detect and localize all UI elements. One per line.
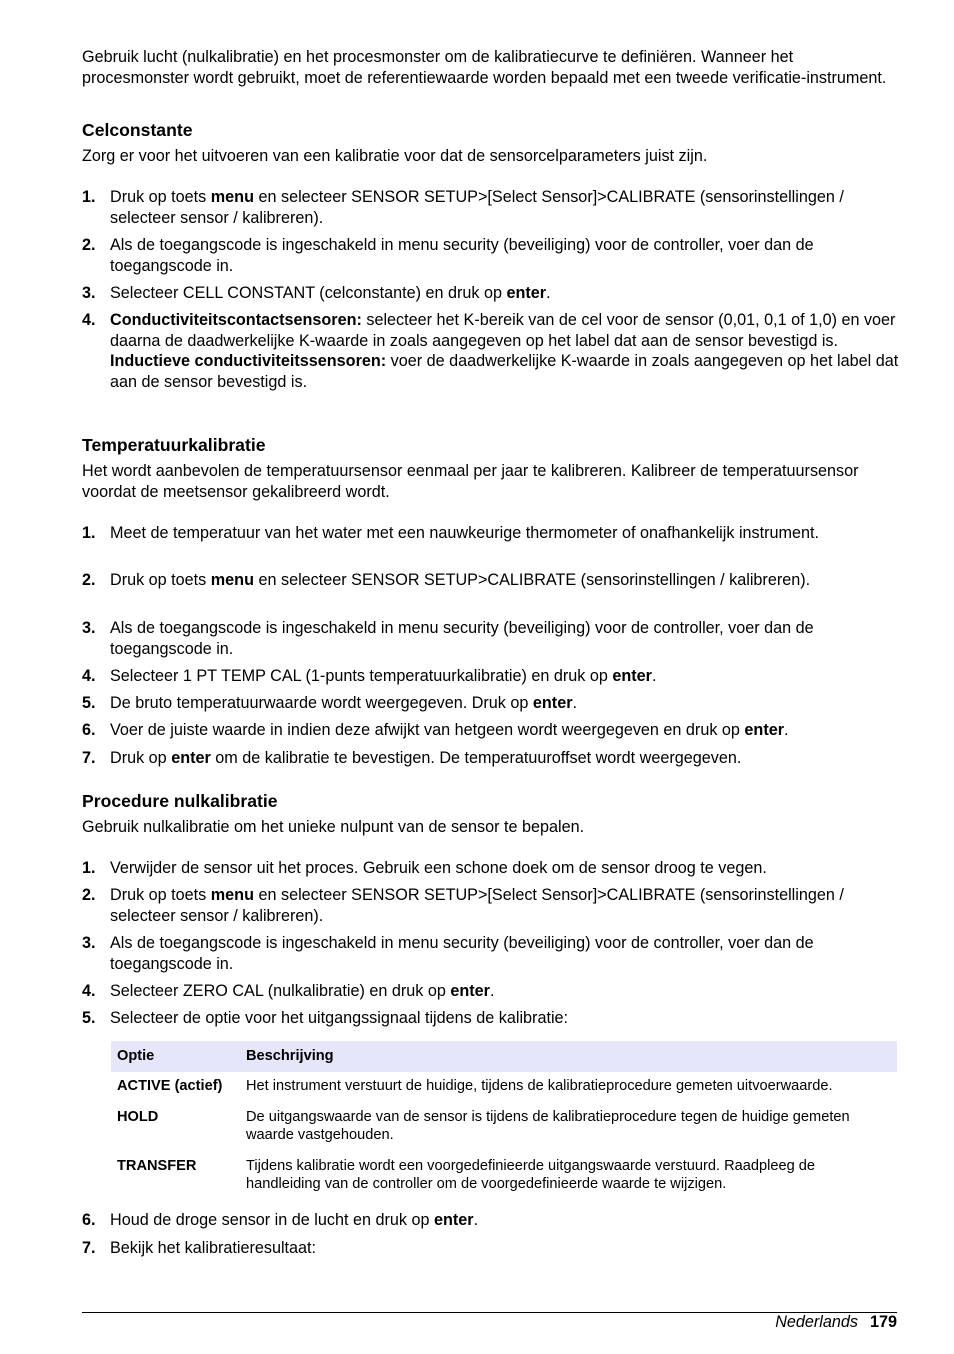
list-item: 1. Druk op toets menu en selecteer SENSOR SETUP>[Select Sensor]>CALIBRATE (sensorinstellingen / selecteer sensor / kalibreren).: [82, 188, 844, 227]
list-item: 2. Als de toegangscode is ingeschakeld in menu security (beveiliging) voor de controller, voer dan de toegangscode in.: [82, 236, 814, 275]
list-item: 7. Bekijk het kalibratieresultaat:: [82, 1239, 317, 1257]
list-item: 2. Druk op toets menu en selecteer SENSOR SETUP>CALIBRATE (sensorinstellingen / kalibreren).: [82, 571, 811, 589]
list-item: 2. Druk op toets menu en selecteer SENSOR SETUP>[Select Sensor]>CALIBRATE (sensorinstellingen / selecteer sensor / kalibreren).: [82, 886, 844, 925]
page-number: 179: [869, 1313, 897, 1331]
page-footer: [775, 1312, 897, 1332]
list-item: 1. Meet de temperatuur van het water met een nauwkeurige thermometer of onafhankelijk instrument.: [82, 524, 820, 542]
footer-language: Nederlands: [775, 1313, 858, 1331]
table-row: HOLD De uitgangswaarde van de sensor is tijdens de kalibratieprocedure tegen de huidige gemeten waarde vastgehouden.: [117, 1108, 850, 1143]
table-header-row: [111, 1041, 897, 1072]
section-heading-nulkalibratie: Procedure nulkalibratie: [82, 791, 278, 811]
list-item: 5. De bruto temperatuurwaarde wordt weergegeven. Druk op enter.: [82, 694, 577, 712]
list-item: 5. Selecteer de optie voor het uitgangssignaal tijdens de kalibratie:: [82, 1009, 569, 1027]
list-item: 1. Verwijder de sensor uit het proces. Gebruik een schone doek om de sensor droog te vegen.: [82, 859, 767, 877]
options-table: [111, 1041, 897, 1201]
table-row: TRANSFER Tijdens kalibratie wordt een voorgedefinieerde uitgangswaarde verstuurd. Raadpleeg de handleiding van de controller om de voorgedefinieerde waarde te wijzigen.: [117, 1157, 815, 1192]
table-header-beschrijving: Beschrijving: [240, 1041, 897, 1072]
list-item: 6. Houd de droge sensor in de lucht en druk op enter.: [82, 1211, 479, 1229]
list-item: 4. Selecteer 1 PT TEMP CAL (1-punts temperatuurkalibratie) en druk op enter.: [82, 667, 657, 685]
list-item: 3. Als de toegangscode is ingeschakeld in menu security (beveiliging) voor de controller, voer dan de toegangscode in.: [82, 619, 814, 658]
table-header-optie: Optie: [111, 1041, 240, 1072]
list-item: 6. Voer de juiste waarde in indien deze afwijkt van hetgeen wordt weergegeven en druk op enter.: [82, 721, 789, 739]
list-item: 4. Conductiviteitscontactsensoren: selecteer het K-bereik van de cel voor de sensor (0,01, 0,1 of 1,0) en voer daarna de daadwerkelijke K-waarde in zoals aangegeven op het label dat aan de sensor bevestigd is. Inductieve conductiviteitssensoren: voer de daadwerkelijke K-waarde in zoals aangegeven op het label dat aan de sensor bevestigd is.: [82, 311, 899, 391]
nulkalibratie-paragraph: Gebruik nulkalibratie om het unieke nulpunt van de sensor te bepalen.: [82, 818, 585, 836]
temperatuur-paragraph: Het wordt aanbevolen de temperatuursensor eenmaal per jaar te kalibreren. Kalibreer de temperatuursensor voordat de meetsensor gekalibreerd wordt.: [82, 462, 859, 501]
list-item: 4. Selecteer ZERO CAL (nulkalibratie) en druk op enter.: [82, 982, 495, 1000]
section-heading-celconstante: Celconstante: [82, 120, 193, 140]
section-heading-temperatuurkalibratie: Temperatuurkalibratie: [82, 435, 266, 455]
list-item: 7. Druk op enter om de kalibratie te bevestigen. De temperatuuroffset wordt weergegeven.: [82, 749, 742, 767]
list-item: 3. Selecteer CELL CONSTANT (celconstante) en druk op enter.: [82, 284, 551, 302]
celconstante-paragraph: Zorg er voor het uitvoeren van een kalibratie voor dat de sensorcelparameters juist zijn.: [82, 147, 708, 165]
list-item: 3. Als de toegangscode is ingeschakeld in menu security (beveiliging) voor de controller, voer dan de toegangscode in.: [82, 934, 814, 973]
intro-paragraph: Gebruik lucht (nulkalibratie) en het procesmonster om de kalibratiecurve te definiëren. Wanneer het procesmonster wordt gebruikt, moet de referentiewaarde worden bepaald met een tweede verificatie-instrument.: [82, 48, 887, 87]
table-row: ACTIVE (actief) Het instrument verstuurt de huidige, tijdens de kalibratieprocedure gemeten uitvoerwaarde.: [117, 1078, 833, 1094]
